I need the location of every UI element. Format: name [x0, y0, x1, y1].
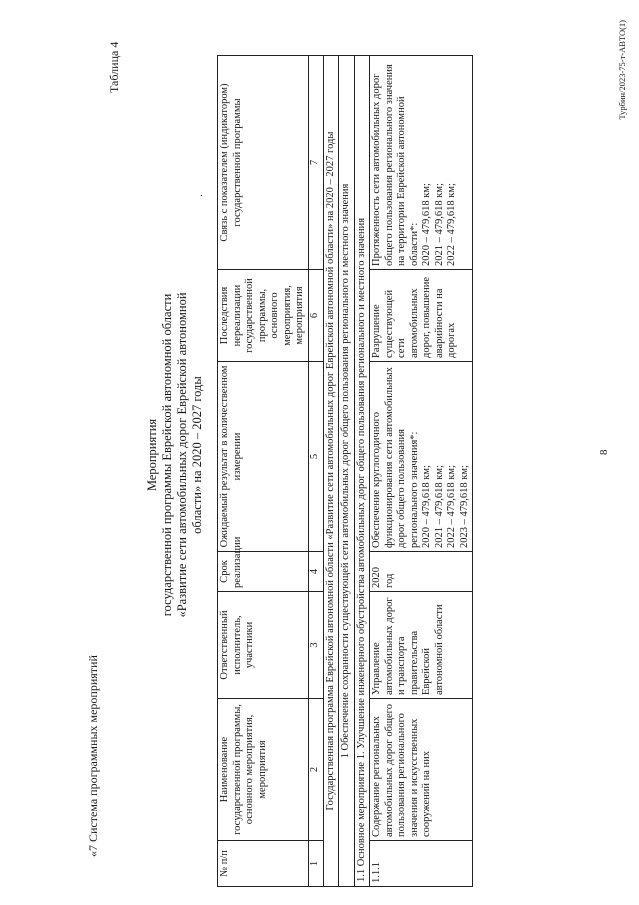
title-line-2: государственной программы Еврейской автономной области [160, 293, 174, 617]
header-term: Срок реализации [218, 552, 309, 592]
header-link: Связь с показателем (индикатором) государственной программы [218, 56, 309, 270]
row-link-text: Протяженность сети автомобильных дорог общего пользования регионального значения на территории Еврейской автономной области*: [371, 64, 420, 266]
row-result-text: Обеспечение круглогодичного функционирования сети автомобильных дорог общего пользования регионального значения*: [371, 367, 420, 548]
table-label: Таблица 4 [107, 41, 121, 93]
link-item: 2022 – 479,618 км; [446, 183, 457, 266]
row-result [370, 362, 473, 552]
row-num: 1.1.1 [370, 841, 473, 887]
result-item: 2023 – 479,618 км; [458, 465, 470, 548]
header-name: Наименование государственной программы, основного мероприятия, мероприятия [218, 699, 309, 841]
row-executor: Управление автомобильных дорог и транспорта правительства Еврейской автономной области [370, 592, 473, 699]
result-item: 2022 – 479,618 км; [446, 465, 457, 548]
column-number-row [308, 56, 323, 887]
main-event-row-cell: 1.1 Основное мероприятие 1. Улучшение инженерного обустройства автомобильных дорог общего пользования регионального и местного значения [354, 56, 370, 887]
program-row-cell: Государственная программа Еврейской автономной области «Развитие сети автомобильных дорог Еврейской автономной области» на 2020 – 2027 годы [323, 56, 339, 887]
table-row [370, 56, 473, 887]
header-consequence: Последствия нереализации государственной программы, основного мероприятия, мероприятия [218, 270, 309, 362]
main-event-row [354, 56, 370, 887]
footer-code: Турбин/2023-75-т-АВТО(1) [617, 20, 627, 120]
column-number: 2 [308, 699, 323, 841]
column-number: 4 [308, 552, 323, 592]
column-number: 6 [308, 270, 323, 362]
header-result: Ожидаемый результат в количественном измерении [218, 362, 309, 552]
document-title [145, 175, 205, 735]
row-term: 2020 год [370, 552, 473, 592]
row-name: Содержание региональных автомобильных дорог общего пользования регионального значения и искусственных сооружений на них [370, 699, 473, 841]
section-heading: «7 Система программных мероприятий [86, 655, 100, 857]
column-number: 1 [308, 841, 323, 887]
title-line-1: Мероприятия [145, 418, 159, 492]
program-table [217, 55, 473, 887]
task-row-cell: 1 Обеспечение сохранности существующей сети автомобильных дорог общего пользования регионального и местного значения [339, 56, 355, 887]
header-num: № п/п [218, 841, 309, 887]
table-header-row [218, 56, 309, 887]
title-line-3: «Развитие сети автомобильных дорог Еврейской автономной [175, 292, 189, 618]
row-consequence: Разрушение существующей сети автомобильных дорог, повышение аварийности на дорогах [370, 270, 473, 362]
link-item: 2020 – 479,618 км; [421, 183, 432, 266]
result-item: 2021 – 479,618 км; [433, 465, 445, 548]
column-number: 3 [308, 592, 323, 699]
column-number: 5 [308, 362, 323, 552]
program-row [323, 56, 339, 887]
task-row [339, 56, 355, 887]
result-item: 2020 – 479,618 км; [421, 465, 432, 548]
page-number: 8 [598, 449, 610, 455]
row-link [370, 56, 473, 270]
title-mark: · [197, 193, 208, 197]
header-executor: Ответственный исполнитель, участники [218, 592, 309, 699]
link-item: 2021 – 479,618 км; [433, 183, 445, 266]
title-line-4: области» на 2020 – 2027 годы [190, 376, 204, 534]
column-number: 7 [308, 56, 323, 270]
